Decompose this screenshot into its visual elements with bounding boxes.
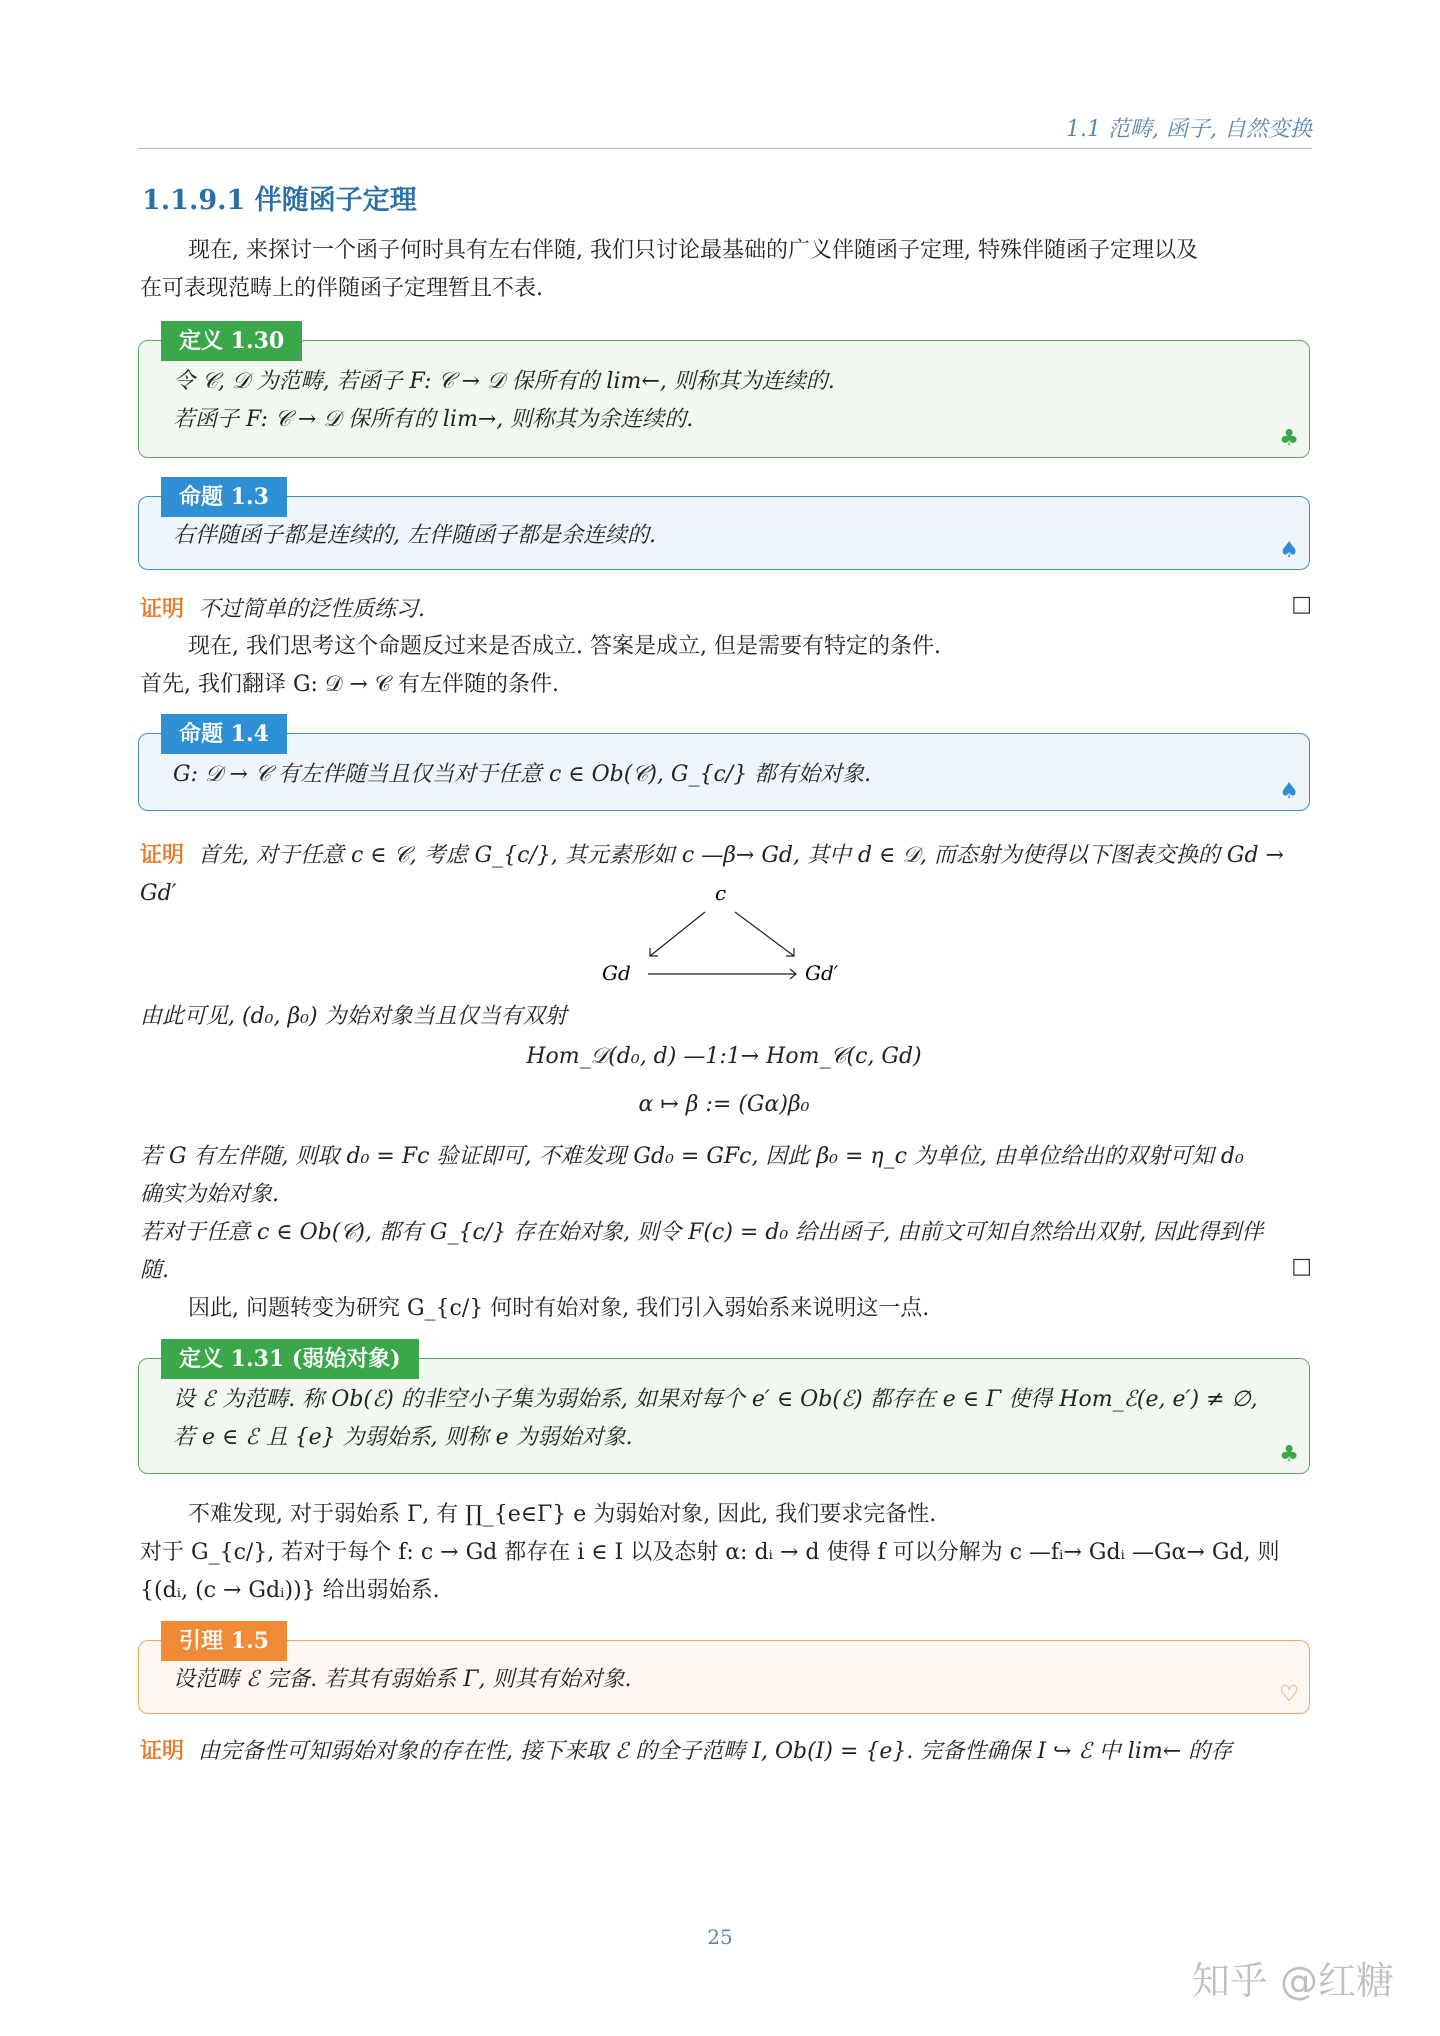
proof2-line-5: 若对于任意 c ∈ Ob(𝒞), 都有 G_{c/} 存在始对象, 则令 F(c) = d₀ 给出函子, 由前文可知自然给出双射, 因此得到伴 <box>140 1220 1264 1245</box>
definition-box-1-31 <box>138 1346 1310 1474</box>
diagram-svg <box>560 880 880 990</box>
para4-line-2: 对于 G_{c/}, 若对于每个 f: c → Gd 都存在 i ∈ I 以及态射 α: dᵢ → d 使得 f 可以分解为 c —fᵢ→ Gdᵢ —Gα→ Gd, 则 <box>140 1540 1280 1565</box>
para4-line-1: 不难发现, 对于弱始系 Γ, 有 ∏_{e∈Γ} e 为弱始对象, 因此, 我们要求完备性. <box>188 1502 937 1527</box>
proposition-box-1-3 <box>138 484 1310 570</box>
proposition-tag: 命题 1.4 <box>161 714 287 754</box>
equation-bijection: Hom_𝒟(d₀, d) —1:1→ Hom_𝒞(c, Gd) <box>526 1044 922 1069</box>
section-title: 1.1.9.1 伴随函子定理 <box>142 185 417 216</box>
club-icon: ♣ <box>1279 1442 1299 1467</box>
proposition-line: G: 𝒟 → 𝒞 有左伴随当且仅当对于任意 c ∈ Ob(𝒞), G_{c/} 都有始对象. <box>173 762 872 787</box>
qed-symbol: □ <box>1291 1254 1312 1279</box>
spade-icon: ♠ <box>1279 779 1299 804</box>
definition-tag: 定义 1.30 <box>161 321 302 361</box>
lemma-line: 设范畴 ℰ 完备. 若其有弱始系 Γ, 则其有始对象. <box>173 1667 632 1692</box>
running-title: 1.1 范畴, 函子, 自然变换 <box>1066 117 1312 142</box>
proof-3 <box>140 1732 1312 1771</box>
proposition-box-1-4 <box>138 721 1310 811</box>
definition-box-1-30 <box>138 328 1310 458</box>
intro-line-1: 现在, 来探讨一个函子何时具有左右伴随, 我们只讨论最基础的广义伴随函子定理, 特殊伴随函子定理以及 <box>188 238 1198 263</box>
definition-line: 令 𝒞, 𝒟 为范畴, 若函子 F: 𝒞 → 𝒟 保所有的 lim←, 则称其为连续的. <box>173 369 835 394</box>
proof-keyword: 证明 <box>140 596 185 622</box>
proof2-line-6: 随. <box>140 1258 169 1283</box>
proof2-line-3: 若 G 有左伴随, 则取 d₀ = Fc 验证即可, 不难发现 Gd₀ = GFc, 因此 β₀ = η_c 为单位, 由单位给出的双射可知 d₀ <box>140 1144 1244 1169</box>
lemma-tag: 引理 1.5 <box>161 1621 287 1661</box>
proof-1 <box>140 590 1312 629</box>
diagram-node-gd-prime: Gd′ <box>805 961 839 985</box>
intro-line-2: 在可表现范畴上的伴随函子定理暂且不表. <box>140 276 543 301</box>
page-number: 25 <box>707 1925 733 1949</box>
para2-line-1: 现在, 我们思考这个命题反过来是否成立. 答案是成立, 但是需要有特定的条件. <box>188 634 941 659</box>
proof-text: 首先, 对于任意 c ∈ 𝒞, 考虑 G_{c/}, 其元素形如 c —β→ Gd, 其中 d ∈ 𝒟, 而态射为使得以下图表交换的 Gd → Gd′ <box>140 843 1284 906</box>
lemma-box-1-5 <box>138 1628 1310 1714</box>
commutative-diagram <box>560 880 880 994</box>
diagram-node-c: c <box>715 881 727 905</box>
proposition-line: 右伴随函子都是连续的, 左伴随函子都是余连续的. <box>173 523 656 548</box>
diagram-arrow-left <box>650 912 705 956</box>
heart-icon: ♡ <box>1279 1682 1299 1707</box>
proposition-tag: 命题 1.3 <box>161 477 287 517</box>
running-header <box>138 112 1312 149</box>
para4-line-3: {(dᵢ, (c → Gdᵢ))} 给出弱始系. <box>140 1578 440 1603</box>
qed-symbol: □ <box>1291 592 1312 617</box>
diagram-arrow-right <box>735 912 794 956</box>
proof-keyword: 证明 <box>140 1738 185 1764</box>
spade-icon: ♠ <box>1279 538 1299 563</box>
para3-line-1: 因此, 问题转变为研究 G_{c/} 何时有始对象, 我们引入弱始系来说明这一点. <box>188 1296 930 1321</box>
proof2-line-4: 确实为始对象. <box>140 1182 279 1207</box>
definition-line: 设 ℰ 为范畴. 称 Ob(ℰ) 的非空小子集为弱始系, 如果对每个 e′ ∈ Ob(ℰ) 都存在 e ∈ Γ 使得 Hom_ℰ(e, e′) ≠ ∅, <box>173 1387 1258 1412</box>
proof2-line-2: 由此可见, (d₀, β₀) 为始对象当且仅当有双射 <box>140 1004 567 1029</box>
watermark: 知乎 @红糖 <box>1191 1959 1394 2003</box>
club-icon: ♣ <box>1279 426 1299 451</box>
equation-mapping: α ↦ β := (Gα)β₀ <box>638 1092 810 1117</box>
diagram-node-gd: Gd <box>602 961 631 985</box>
proof-text: 由完备性可知弱始对象的存在性, 接下来取 ℰ 的全子范畴 I, Ob(I) = {e}. 完备性确保 I ↪ ℰ 中 lim← 的存 <box>198 1739 1233 1764</box>
definition-tag: 定义 1.31 (弱始对象) <box>161 1339 419 1379</box>
para2-line-2: 首先, 我们翻译 G: 𝒟 → 𝒞 有左伴随的条件. <box>140 672 559 697</box>
definition-line: 若函子 F: 𝒞 → 𝒟 保所有的 lim→, 则称其为余连续的. <box>173 407 694 432</box>
definition-line: 若 e ∈ ℰ 且 {e} 为弱始系, 则称 e 为弱始对象. <box>173 1425 633 1450</box>
proof-keyword: 证明 <box>140 842 185 868</box>
proof-text: 不过简单的泛性质练习. <box>198 597 426 622</box>
